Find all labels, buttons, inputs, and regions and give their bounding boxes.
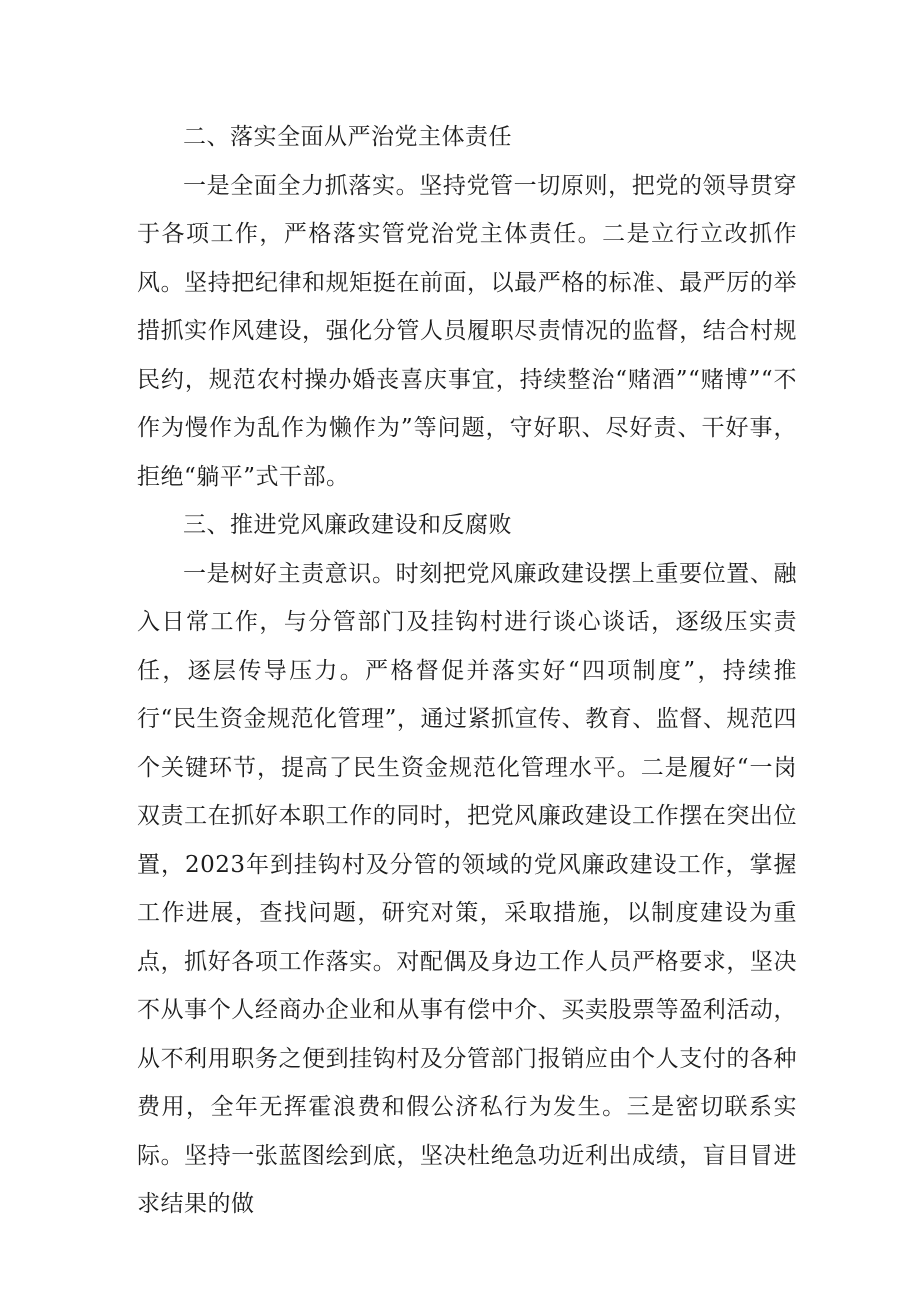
document-body bbox=[137, 113, 797, 1229]
section-2-paragraph: 一是全面全力抓落实。坚持党管一切原则，把党的领导贯穿于各项工作，严格落实管党治党主体责任。二是立行立改抓作风。坚持把纪律和规矩挺在前面，以最严格的标准、最严厉的举措抓实作风建设，强化分管人员履职尽责情况的监督，结合村规民约，规范农村操办婚丧喜庆事宜，持续整治“赌酒”“赌博”“不作为慢作为乱作为懒作为”等问题，守好职、尽好责、干好事，拒绝“躺平”式干部。 bbox=[137, 172, 797, 490]
section-3-heading: 三、推进党风廉政建设和反腐败 bbox=[183, 512, 512, 538]
section-3-paragraph: 一是树好主责意识。时刻把党风廉政建设摆上重要位置、融入日常工作，与分管部门及挂钩村进行谈心谈话，逐级压实责任，逐层传导压力。严格督促并落实好“四项制度”，持续推行“民生资金规范化管理”，通过紧抓宣传、教育、监督、规范四个关键环节，提高了民生资金规范化管理水平。二是履好“一岗双责工在抓好本职工作的同时，把党风廉政建设工作摆在突出位置，2023年到挂钩村及分管的领域的党风廉政建设工作，掌握工作进展，查找问题，研究对策，采取措施，以制度建设为重点，抓好各项工作落实。对配偶及身边工作人员严格要求，坚决不从事个人经商办企业和从事有偿中介、买卖股票等盈利活动，从不利用职务之便到挂钩村及分管部门报销应由个人支付的各种费用，全年无挥霍浪费和假公济私行为发生。三是密切联系实际。坚持一张蓝图绘到底，坚决杜绝急功近利出成绩，盲目冒进求结果的做 bbox=[137, 560, 797, 1217]
section-2-heading: 二、落实全面从严治党主体责任 bbox=[183, 124, 512, 150]
